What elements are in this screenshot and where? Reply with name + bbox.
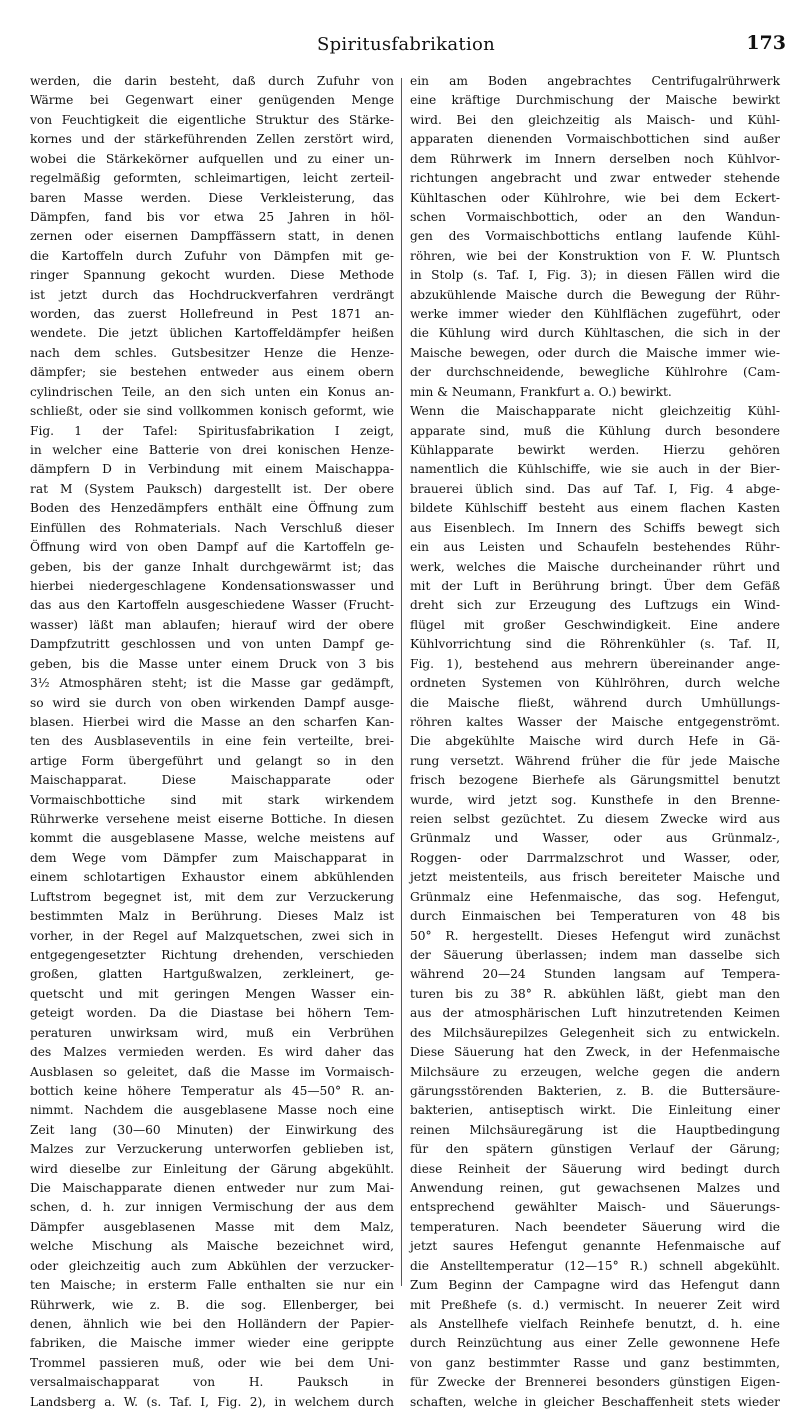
text-line: namentlich die Kühlschiffe, wie sie auch in der Bier- <box>410 462 780 477</box>
text-line: aus Eisenblech. Im Innern des Schiffs bewegt sich <box>410 520 780 535</box>
text-line: von ganz bestimmter Rasse und ganz bestimmten, <box>410 1355 780 1370</box>
text-line: bakterien, antiseptisch wirkt. Die Einleitung einer <box>410 1103 780 1118</box>
text-line: rung versetzt. Während früher die für jede Maische <box>410 753 780 768</box>
text-line: werke immer wieder den Kühlflächen zugeführt, oder <box>410 307 780 322</box>
text-line: so wird sie durch von oben wirkenden Dampf ausge- <box>30 695 394 710</box>
text-line: als Anstellhefe vielfach Reinhefe benutzt, d. h. eine <box>410 1317 780 1331</box>
text-line: gärungsstörenden Bakterien, z. B. die Buttersäure- <box>410 1083 780 1098</box>
text-line: einem schlotartigen Exhaustor einem abkühlenden <box>30 870 394 885</box>
text-line: Anwendung reinen, gut gewachsenen Malzes und <box>410 1181 780 1196</box>
text-line: blasen. Hierbei wird die Masse an den scharfen Kan- <box>30 714 394 729</box>
text-line: Ausblasen so geleitet, daß die Masse im Vormaisch- <box>30 1064 394 1079</box>
text-line: dem Rührwerk im Innern derselben noch Kühlvor- <box>410 151 780 166</box>
text-line: Die abgekühlte Maische wird durch Hefe in Gä- <box>410 734 780 749</box>
text-line: bildete Kühlschiff besteht aus einem flachen Kasten <box>410 501 780 516</box>
text-line: Wärme bei Gegenwart einer genügenden Menge <box>30 93 394 108</box>
text-line: Malzes zur Verzuckerung unterworfen geblieben ist, <box>30 1142 394 1157</box>
text-line: min & Neumann, Frankfurt a. O.) bewirkt. <box>410 384 672 399</box>
text-line: schen Vormaischbottich, oder an den Wandun- <box>410 209 780 224</box>
text-line: jetzt meistenteils, aus frisch bereiteter Maische und <box>410 870 780 885</box>
text-line: Maische bewegen, oder durch die Maische immer wie- <box>410 345 780 360</box>
text-line: Milchsäure zu erzeugen, welche gegen die andern <box>410 1064 780 1079</box>
text-line: reien selbst gezüchtet. Zu diesem Zwecke wird aus <box>410 812 780 827</box>
text-line: Zum Beginn der Campagne wird das Hefengut dann <box>410 1278 780 1293</box>
text-line: gen des Vormaischbottichs entlang laufende Kühl- <box>410 229 780 244</box>
text-line: Landsberg a. W. (s. Taf. I, Fig. 2), in welchem durch <box>30 1394 394 1409</box>
text-line: ein aus Leisten und Schaufeln bestehendes Rühr- <box>410 540 780 555</box>
text-line: Fig. 1 der Tafel: Spiritusfabrikation I zeigt, <box>30 423 394 438</box>
text-line: Diese Säuerung hat den Zweck, in der Hefenmaische <box>410 1045 780 1060</box>
text-line: 50° R. hergestellt. Dieses Hefengut wird zunächst <box>410 928 780 943</box>
text-line: apparaten dienenden Vormaischbottichen sind außer <box>410 132 780 147</box>
text-line: Rührwerk, wie z. B. die sog. Ellenberger, bei <box>30 1297 394 1312</box>
text-line: nimmt. Nachdem die ausgeblasene Masse noch eine <box>30 1103 394 1118</box>
text-line: mit Preßhefe (s. d.) vermischt. In neuerer Zeit wird <box>410 1297 780 1312</box>
page-number: 173 <box>746 32 786 54</box>
text-line: großen, glatten Hartgußwalzen, zerkleinert, ge- <box>30 967 394 982</box>
text-line: durch Reinzüchtung aus einer Zelle gewonnene Hefe <box>410 1336 780 1351</box>
text-line: wendete. Die jetzt üblichen Kartoffeldämpfer heißen <box>30 326 394 341</box>
text-line: kornes und der stärkeführenden Zellen zerstört wird, <box>30 132 394 147</box>
text-line: wobei die Stärkekörner aufquellen und zu einer un- <box>30 151 394 166</box>
text-line: rat M (System Pauksch) dargestellt ist. Der obere <box>30 481 394 496</box>
text-line: worden, das zuerst Hollefreund in Pest 1871 an- <box>30 307 394 322</box>
text-line: mit der Luft in Berührung bringt. Über dem Gefäß <box>410 578 780 593</box>
text-line: fabriken, die Maische immer wieder eine gerippte <box>30 1336 394 1351</box>
text-line: der durchschneidende, bewegliche Kühlrohre (Cam- <box>410 365 780 380</box>
text-line: nach dem schles. Gutsbesitzer Henze die Henze- <box>30 345 394 360</box>
text-line: wird dieselbe zur Einleitung der Gärung abgekühlt. <box>30 1161 394 1176</box>
text-line: dämpfer; sie bestehen entweder aus einem obern <box>30 365 394 380</box>
text-line: Rührwerke versehene meist eiserne Bottiche. In diesen <box>30 812 394 827</box>
text-line: versalmaischapparat von H. Pauksch in <box>30 1375 394 1390</box>
text-line: der Säuerung überlassen; indem man dasselbe sich <box>410 947 780 962</box>
left-text-column <box>30 72 394 1409</box>
text-line: aus der atmosphärischen Luft hinzutretenden Keimen <box>410 1006 780 1021</box>
text-line: geben, bis der ganze Inhalt durchgewärmt ist; das <box>30 559 394 574</box>
text-line: ein am Boden angebrachtes Centrifugalrührwerk <box>410 74 780 88</box>
text-line: quetscht und mit geringen Mengen Wasser ein- <box>30 986 394 1001</box>
text-line: die Anstelltemperatur (12—15° R.) schnell abgekühlt. <box>410 1258 780 1273</box>
column-divider <box>401 78 402 1286</box>
text-line: Öffnung wird von oben Dampf auf die Kartoffeln ge- <box>30 540 394 555</box>
text-line: hierbei niedergeschlagene Kondensationswasser und <box>30 578 394 593</box>
text-line: Luftstrom begegnet ist, mit dem zur Verzuckerung <box>30 889 394 904</box>
text-line: wasser) läßt man ablaufen; hierauf wird der obere <box>30 617 394 632</box>
text-line: für Zwecke der Brennerei besonders günstigen Eigen- <box>410 1375 780 1390</box>
text-line: Zeit lang (30—60 Minuten) der Einwirkung des <box>30 1122 394 1137</box>
text-line: in welcher eine Batterie von drei konischen Henze- <box>30 443 394 458</box>
text-line: Kühltaschen oder Kühlrohre, wie bei dem Eckert- <box>410 190 780 205</box>
page-header <box>26 30 786 64</box>
text-line: die Kühlung wird durch Kühltaschen, die sich in der <box>410 326 780 341</box>
text-line: bottich keine höhere Temperatur als 45—50° R. an- <box>30 1083 394 1098</box>
text-line: 3½ Atmosphären steht; ist die Masse gar gedämpft, <box>30 676 394 691</box>
text-line: eine kräftige Durchmischung der Maische bewirkt <box>410 93 780 108</box>
text-line: Kühlvorrichtung sind die Röhrenkühler (s. Taf. II, <box>410 637 780 652</box>
text-line: Dämpfer ausgeblasenen Masse mit dem Malz, <box>30 1219 394 1234</box>
text-line: Dämpfen, fand bis vor etwa 25 Jahren in höl- <box>30 209 394 224</box>
text-line: für den spätern günstigen Verlauf der Gärung; <box>410 1142 780 1157</box>
text-line: oder gleichzeitig auch zum Abkühlen der verzucker- <box>30 1258 394 1273</box>
text-line: die Kartoffeln durch Zufuhr von Dämpfen mit ge- <box>30 248 394 263</box>
text-line: baren Masse werden. Diese Verkleisterung, das <box>30 190 394 205</box>
text-line: Trommel passieren muß, oder wie bei dem Uni- <box>30 1355 394 1370</box>
text-line: dämpfern D in Verbindung mit einem Maischappa- <box>30 462 394 477</box>
text-line: geteigt worden. Da die Diastase bei höhern Tem- <box>30 1006 394 1021</box>
text-line: in Stolp (s. Taf. I, Fig. 3); in diesen Fällen wird die <box>410 268 780 283</box>
text-line: während 20—24 Stunden langsam auf Tempera- <box>410 967 780 982</box>
text-line: entgegengesetzter Richtung drehenden, verschieden <box>30 947 394 962</box>
running-title: Spiritusfabrikation <box>316 34 496 55</box>
text-line: schaften, welche in gleicher Beschaffenheit stets wieder <box>410 1394 780 1409</box>
text-line: Boden des Henzedämpfers enthält eine Öffnung zum <box>30 501 394 516</box>
text-line: von Feuchtigkeit die eigentliche Struktur des Stärke- <box>30 112 394 127</box>
text-line: welche Mischung als Maische bezeichnet wird, <box>30 1239 394 1254</box>
text-line: Maischapparat. Diese Maischapparate oder <box>30 773 394 788</box>
text-line: vorher, in der Regel auf Malzquetschen, zwei sich in <box>30 928 394 943</box>
text-line: Die Maischapparate dienen entweder nur zum Mai- <box>30 1181 394 1196</box>
text-line: flügel mit großer Geschwindigkeit. Eine andere <box>410 617 780 632</box>
text-line: peraturen unwirksam wird, muß ein Verbrühen <box>30 1025 394 1040</box>
text-line: wird. Bei den gleichzeitig als Maisch- und Kühl- <box>410 112 780 127</box>
text-line: dem Wege vom Dämpfer zum Maischapparat in <box>30 850 394 865</box>
text-line: brauerei üblich sind. Das auf Taf. I, Fig. 4 abge- <box>410 481 780 496</box>
text-line: artige Form übergeführt und gelangt so in den <box>30 753 394 768</box>
text-line: durch Einmaischen bei Temperaturen von 48 bis <box>410 909 780 924</box>
text-line: die Maische fließt, während durch Umhüllungs- <box>410 695 780 710</box>
text-line: regelmäßig geformten, schleimartigen, leicht zerteil- <box>30 171 394 186</box>
text-line: Fig. 1), bestehend aus mehrern übereinander ange- <box>410 656 780 671</box>
text-line: Grünmalz eine Hefenmaische, das sog. Hefengut, <box>410 889 780 904</box>
text-line: abzukühlende Maische durch die Bewegung der Rühr- <box>410 287 780 302</box>
text-line: geben, bis die Masse unter einem Druck von 3 bis <box>30 656 394 671</box>
text-line: zernen oder eisernen Dampffässern statt, in denen <box>30 229 394 244</box>
text-line: bestimmten Malz in Berührung. Dieses Malz ist <box>30 909 394 924</box>
text-line: diese Reinheit der Säuerung wird bedingt durch <box>410 1161 780 1176</box>
text-line: turen bis zu 38° R. abkühlen läßt, giebt man den <box>410 986 780 1001</box>
text-line: reinen Milchsäuregärung ist die Hauptbedingung <box>410 1122 780 1137</box>
text-line: ordneten Systemen von Kühlröhren, durch welche <box>410 676 780 691</box>
text-line: werk, welches die Maische durcheinander rührt und <box>410 559 780 574</box>
text-line: ten Maische; in ersterm Falle enthalten sie nur ein <box>30 1278 394 1293</box>
text-line: ist jetzt durch das Hochdruckverfahren verdrängt <box>30 287 394 302</box>
right-text-column <box>410 72 780 1409</box>
text-line: Roggen- oder Darrmalzschrot und Wasser, oder, <box>410 850 780 865</box>
text-line: Kühlapparate bewirkt werden. Hierzu gehören <box>410 443 780 458</box>
text-line: dreht sich zur Erzeugung des Luftzugs ein Wind- <box>410 598 780 613</box>
text-line: Vormaischbottiche sind mit stark wirkendem <box>30 792 394 807</box>
text-line: entsprechend gewählter Maisch- und Säuerungs- <box>410 1200 780 1215</box>
text-line: des Milchsäurepilzes Gelegenheit sich zu entwickeln. <box>410 1025 780 1040</box>
text-line: apparate sind, muß die Kühlung durch besondere <box>410 423 780 438</box>
text-line: Dampfzutritt geschlossen und von unten Dampf ge- <box>30 637 394 652</box>
text-line: röhren, wie bei der Konstruktion von F. W. Pluntsch <box>410 248 780 263</box>
text-line: röhren kaltes Wasser der Maische entgegenströmt. <box>410 714 780 729</box>
text-line: Grünmalz und Wasser, oder aus Grünmalz-, <box>410 831 780 846</box>
text-line: denen, ähnlich wie bei den Holländern der Papier- <box>30 1317 394 1331</box>
text-line: jetzt saures Hefengut genannte Hefenmaische auf <box>410 1239 780 1254</box>
text-line: werden, die darin besteht, daß durch Zufuhr von <box>30 74 394 88</box>
text-line: das aus den Kartoffeln ausgeschiedene Wasser (Frucht- <box>30 598 394 613</box>
text-line: schließt, oder sie sind vollkommen konisch geformt, wie <box>30 404 394 419</box>
text-line: richtungen angebracht und zwar entweder stehende <box>410 171 780 186</box>
text-line: wurde, wird jetzt sog. Kunsthefe in den Brenne- <box>410 792 780 807</box>
text-line: ringer Spannung gekocht wurden. Diese Methode <box>30 268 394 283</box>
text-line: Wenn die Maischapparate nicht gleichzeitig Kühl- <box>410 404 780 419</box>
text-line: schen, d. h. zur innigen Vermischung der aus dem <box>30 1200 394 1215</box>
text-line: Einfüllen des Rohmaterials. Nach Verschluß dieser <box>30 520 394 535</box>
text-line: temperaturen. Nach beendeter Säuerung wird die <box>410 1219 780 1234</box>
text-line: kommt die ausgeblasene Masse, welche meistens auf <box>30 831 394 846</box>
text-line: ten des Ausblaseventils in eine fein verteilte, brei- <box>30 734 394 749</box>
text-line: frisch bezogene Bierhefe als Gärungsmittel benutzt <box>410 773 780 788</box>
text-line: des Malzes vermieden werden. Es wird daher das <box>30 1045 394 1060</box>
text-line: cylindrischen Teile, an den sich unten ein Konus an- <box>30 384 394 399</box>
